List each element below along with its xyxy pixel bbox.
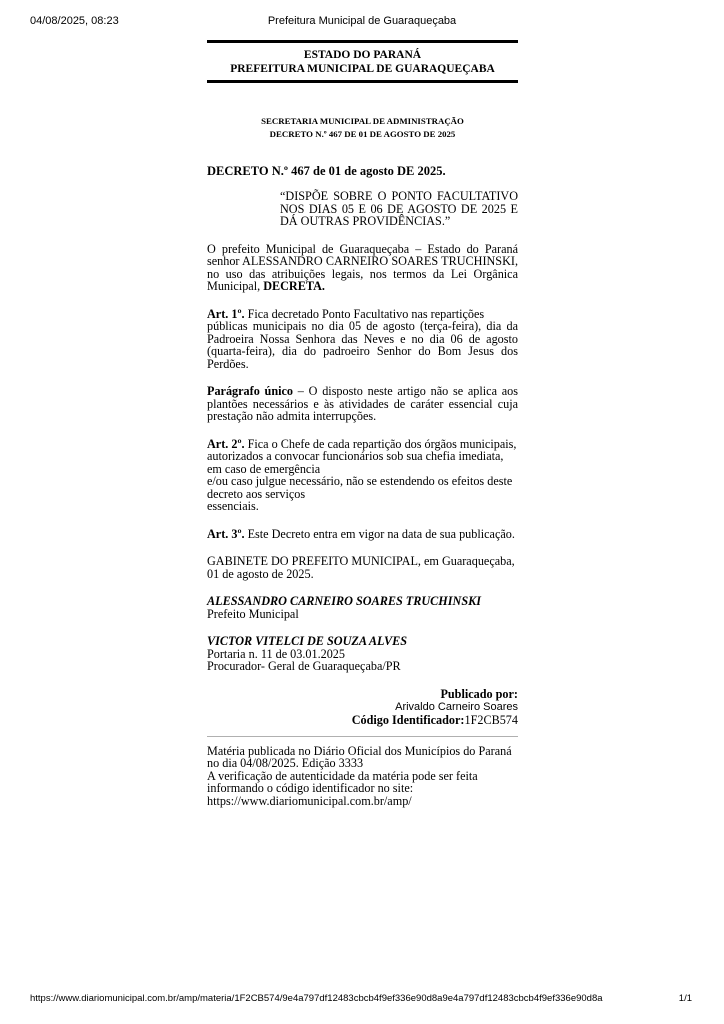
print-title: Prefeitura Municipal de Guaraqueçaba (267, 15, 457, 27)
print-header (0, 15, 724, 31)
article-1-line1: Fica decretado Ponto Facultativo nas repartições (247, 306, 485, 321)
print-datetime: 04/08/2025, 08:23 (30, 15, 119, 27)
article-2-line4: e/ou caso julgue necessário, não se estendendo os efeitos deste (207, 474, 513, 488)
article-3 (207, 528, 518, 541)
article-2-line5: decreto aos serviços (207, 486, 306, 501)
signature-attorney (207, 635, 518, 673)
signature-mayor (207, 595, 518, 620)
signature-attorney-role: Procurador- Geral de Guaraqueçaba/PR (207, 659, 401, 673)
signature-attorney-name: VICTOR VITELCI DE SOUZA ALVES (207, 634, 408, 648)
identifier-code (207, 714, 518, 727)
published-by-label: Publicado por: (440, 686, 518, 701)
identifier-code-value: 1F2CB574 (464, 712, 518, 727)
article-1 (207, 308, 518, 371)
municipality-name: PREFEITURA MUNICIPAL DE GUARAQUEÇABA (230, 63, 495, 75)
ementa: “DISPÕE SOBRE O PONTO FACULTATIVO NOS DIAS 05 E 06 DE AGOSTO DE 2025 E DÁ OUTRAS PROVIDÊNCIAS.” (280, 189, 518, 228)
article-2-line6: essenciais. (207, 499, 259, 513)
print-footer (0, 993, 724, 1009)
article-2 (207, 438, 518, 513)
decree-title: DECRETO N.º 467 de 01 de agosto DE 2025. (207, 164, 446, 178)
note-line-3: A verificação de autenticidade da matéria pode ser feita (207, 768, 478, 783)
article-2-line2: autorizados a convocar funcionários sob sua chefia imediata, (207, 449, 504, 463)
document-header (207, 40, 518, 83)
article-2-line1: Fica o Chefe de cada repartição dos órgãos municipais, (247, 436, 517, 451)
note-line-4: informando o código identificador no site: (207, 781, 414, 795)
signature-mayor-name: ALESSANDRO CARNEIRO SOARES TRUCHINSKI (207, 594, 481, 608)
preamble-text: O prefeito Municipal de Guaraqueçaba – Estado do Paraná senhor ALESSANDRO CARNEIRO SOARES TRUCHINSKI, no uso das atribuições legais, nos termos da Lei Orgânica Municipal, (207, 241, 518, 293)
paragrafo-label: Parágrafo único (207, 384, 294, 398)
publisher-name: Arivaldo Carneiro Soares (395, 700, 518, 713)
signature-mayor-role: Prefeito Municipal (207, 606, 299, 621)
note-line-1: Matéria publicada no Diário Oficial dos Municípios do Paraná (207, 743, 512, 758)
article-3-text: Este Decreto entra em vigor na data de sua publicação. (247, 526, 515, 541)
document-subheader (207, 115, 518, 140)
page-count: 1/1 (678, 993, 692, 1004)
article-2-label: Art. 2º. (207, 436, 245, 451)
department-name: SECRETARIA MUNICIPAL DE ADMINISTRAÇÃO (261, 116, 464, 126)
note-line-2: no dia 04/08/2025. Edição 3333 (207, 756, 364, 770)
publication-info (207, 688, 518, 727)
publication-note (207, 745, 518, 808)
article-1-label: Art. 1º. (207, 306, 245, 321)
preamble-decreta: DECRETA. (263, 279, 325, 293)
signature-attorney-portaria: Portaria n. 11 de 03.01.2025 (207, 646, 345, 661)
print-url: https://www.diariomunicipal.com.br/amp/materia/1F2CB574/9e4a797df12483cbcb4f9ef336e90d8a9e4a797df12483cbcb4f9ef336e90d8a (30, 993, 603, 1004)
preamble (207, 243, 518, 293)
closing: GABINETE DO PREFEITO MUNICIPAL, em Guaraqueçaba, 01 de agosto de 2025. (207, 554, 515, 581)
paragrafo-unico (207, 385, 518, 423)
paragrafo-text: – O disposto neste artigo não se aplica aos plantões necessários e às atividades de caráter essencial cuja prestação não admita interrupções. (207, 384, 518, 423)
article-2-line3: em caso de emergência (207, 461, 321, 476)
divider (207, 736, 518, 737)
document (207, 40, 518, 807)
identifier-code-label: Código Identificador: (351, 712, 465, 727)
state-name: ESTADO DO PARANÁ (303, 49, 422, 61)
verification-url: https://www.diariomunicipal.com.br/amp/ (207, 793, 412, 808)
article-1-text: públicas municipais no dia 05 de agosto (terça-feira), dia da Padroeira Nossa Senhora das Neves e no dia 06 de agosto (quarta-feira), dia do padroeiro Senhor do Bom Jesus dos Perdões. (207, 319, 518, 371)
article-3-label: Art. 3º. (207, 526, 245, 541)
decree-reference: DECRETO N.º 467 DE 01 DE AGOSTO DE 2025 (269, 128, 456, 139)
